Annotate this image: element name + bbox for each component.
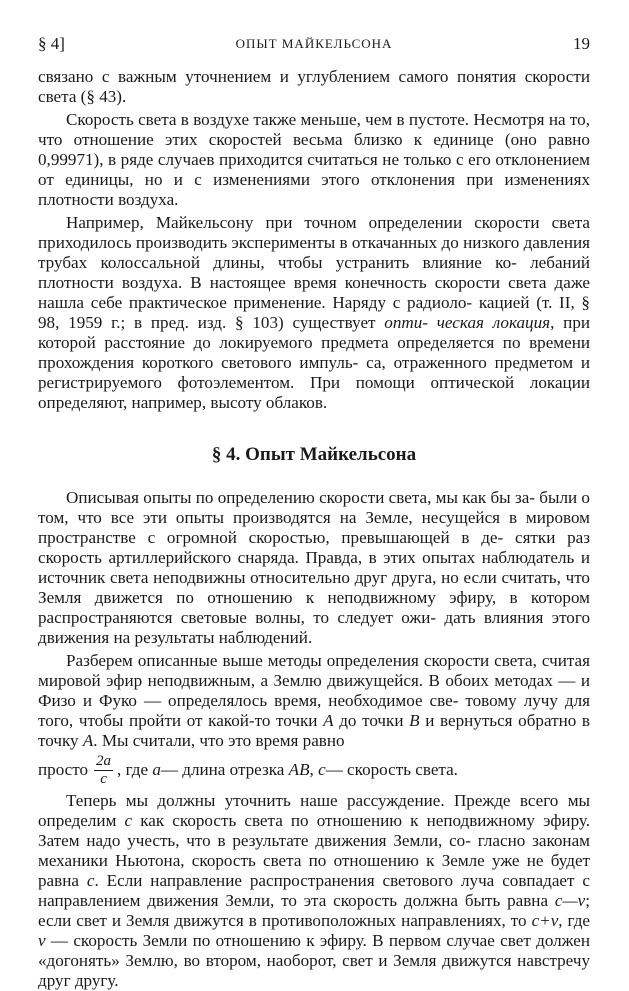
variable-c: c: [318, 760, 326, 779]
running-title: ОПЫТ МАЙКЕЛЬСОНА: [235, 36, 393, 51]
fraction-numerator: 2a: [96, 752, 112, 769]
text-fragment: — длина отрезка: [160, 760, 285, 779]
point-a: A: [82, 731, 94, 750]
text-line: скорости света (§ 43).: [38, 67, 590, 106]
text-line: , при которой расстояние до локируемого предмета: [38, 313, 591, 352]
formula-line: [38, 753, 590, 787]
text-line: но если считать, что Земля движется по отношению к неподвижному: [38, 568, 590, 607]
section-heading: § 4. Опыт Майкельсона: [211, 444, 417, 465]
variable-a: a: [152, 760, 161, 779]
italic-term: опти-: [384, 313, 428, 332]
text-line: помощи оптической локации определяют, например, высоту облаков.: [38, 373, 590, 412]
text-fragment: , где: [558, 911, 591, 930]
text-line: гласно законам механики Ньютона, скорость света по отношению: [38, 831, 590, 870]
body-text: [38, 67, 590, 991]
text-line: Разберем описанные выше методы определения скорости света,: [66, 651, 537, 670]
text-line: са, отраженного предметом и регистрируемого фотоэлементом. При: [38, 353, 590, 392]
paragraph-continuation: [38, 67, 590, 107]
text-line: Теперь мы должны уточнить наше рассуждение. Прежде всего: [66, 791, 559, 810]
text-line: связано с важным уточнением и углублением самого понятия: [38, 67, 517, 86]
text-fragment: — скорость Земли: [45, 931, 188, 950]
paragraph-fizeau-foucault: [38, 651, 590, 751]
variable-c: c: [124, 811, 133, 830]
text-line: в мировом пространстве с огромной скоростью, превышающей в де-: [38, 508, 590, 547]
italic-term: ческая локация: [436, 313, 551, 332]
text-line: Землю, во втором, наоборот, свет и Земля движутся навстречу: [125, 951, 590, 970]
text-line: приходилось производить эксперименты в откачанных до низкого: [38, 233, 520, 252]
text-line: равно 0,99971), в ряде случаев приходится считаться не только с его: [38, 130, 590, 169]
expression-c-minus-v: c—v: [554, 891, 586, 910]
text-line: дать влияния этого движения на результаты наблюдений.: [38, 608, 590, 647]
variable-v: v: [38, 931, 46, 950]
text-line: эфиру. Затем надо учесть, что в результате движения Земли, со-: [38, 811, 591, 850]
paragraph-refinement: [38, 791, 590, 991]
paragraph-air-speed: [38, 110, 590, 210]
text-line: на то, что отношение этих скоростей весьма близко к единице (оно: [38, 110, 590, 149]
text-line: эфиру, в котором распространяются световые волны, то следует ожи-: [38, 588, 590, 627]
paragraph-earth-motion: [38, 488, 590, 648]
text-fragment: как скорость света по отношению к неподвижному: [132, 811, 535, 830]
text-line: и вернуться обратно в точку: [38, 711, 591, 750]
fraction-2a-over-c: [94, 754, 113, 787]
text-fragment: просто: [38, 760, 89, 779]
text-line: Описывая опыты по определению скорости света, мы как бы за-: [66, 488, 535, 507]
text-fragment: до точки: [333, 711, 410, 730]
text-line: определяется по времени прохождения короткого светового импуль-: [38, 333, 590, 372]
page-number: 19: [573, 34, 590, 53]
point-a: A: [323, 711, 334, 730]
section-reference: § 4]: [38, 34, 65, 53]
text-fragment: . Если направление распространения: [94, 871, 375, 890]
text-line: к Земле уже не будет равна: [38, 851, 590, 890]
text-fragment: ; если свет и Земля движутся в: [38, 891, 590, 930]
paragraph-michelson-location: [38, 213, 590, 413]
text-line: противоположных направлениях, то: [261, 911, 532, 930]
segment-ab: AB: [288, 760, 310, 779]
text-line: давления трубах колоссальной длины, чтобы устранить влияние ко-: [38, 233, 590, 272]
text-line: считая мировой эфир неподвижным, а Землю движущейся. В обоих: [38, 651, 590, 690]
text-line: света даже нашла себе практическое применение. Наряду с радиоло-: [38, 273, 590, 312]
text-line: наблюдатель и источник света неподвижны относительно друг друга,: [38, 548, 590, 587]
point-b: B: [409, 711, 420, 730]
text-line: сятки раз скорость артиллерийского снаряда. Правда, в этих опытах: [38, 528, 590, 567]
text-fragment: . Мы считали, что это время равно: [93, 731, 345, 750]
running-head: [38, 34, 590, 58]
text-fragment: — скорость света.: [325, 760, 458, 779]
text-line: изменениях плотности воздуха.: [38, 170, 590, 209]
text-fragment: , где: [117, 760, 149, 779]
expression-c-plus-v: c+v: [531, 911, 559, 930]
text-line: кацией (т. II, § 98, 1959 г.; в пред. изд. § 103) существует: [38, 293, 590, 332]
text-line: отклонением от единицы, но и с изменениями этого отклонения при: [38, 150, 590, 189]
text-line: по отношению к эфиру. В первом случае свет должен «догонять»: [38, 931, 590, 970]
text-line: мы определим: [38, 791, 590, 830]
text-line: друг другу.: [38, 971, 119, 990]
text-line: методах — и Физо и Фуко — определялось время, необходимое све-: [38, 671, 590, 710]
text-line: Например, Майкельсону при точном определении скорости света: [66, 213, 590, 232]
text-line: были о том, что все эти опыты производятся на Земле, несущейся: [38, 488, 590, 527]
text-line: лебаний плотности воздуха. В настоящее время конечность скорости: [38, 253, 590, 292]
text-line: скорость должна быть равна: [333, 891, 555, 910]
text-line: Скорость света в воздухе также меньше, чем в пустоте. Несмотря: [66, 110, 545, 129]
variable-c: c: [86, 871, 95, 890]
text-line: светового луча совпадает с направлением движения Земли, то эта: [38, 871, 590, 910]
text-fragment: ,: [309, 760, 314, 779]
fraction-denominator: c: [100, 770, 107, 787]
text-line: товому лучу для того, чтобы пройти от какой-то точки: [38, 691, 590, 730]
